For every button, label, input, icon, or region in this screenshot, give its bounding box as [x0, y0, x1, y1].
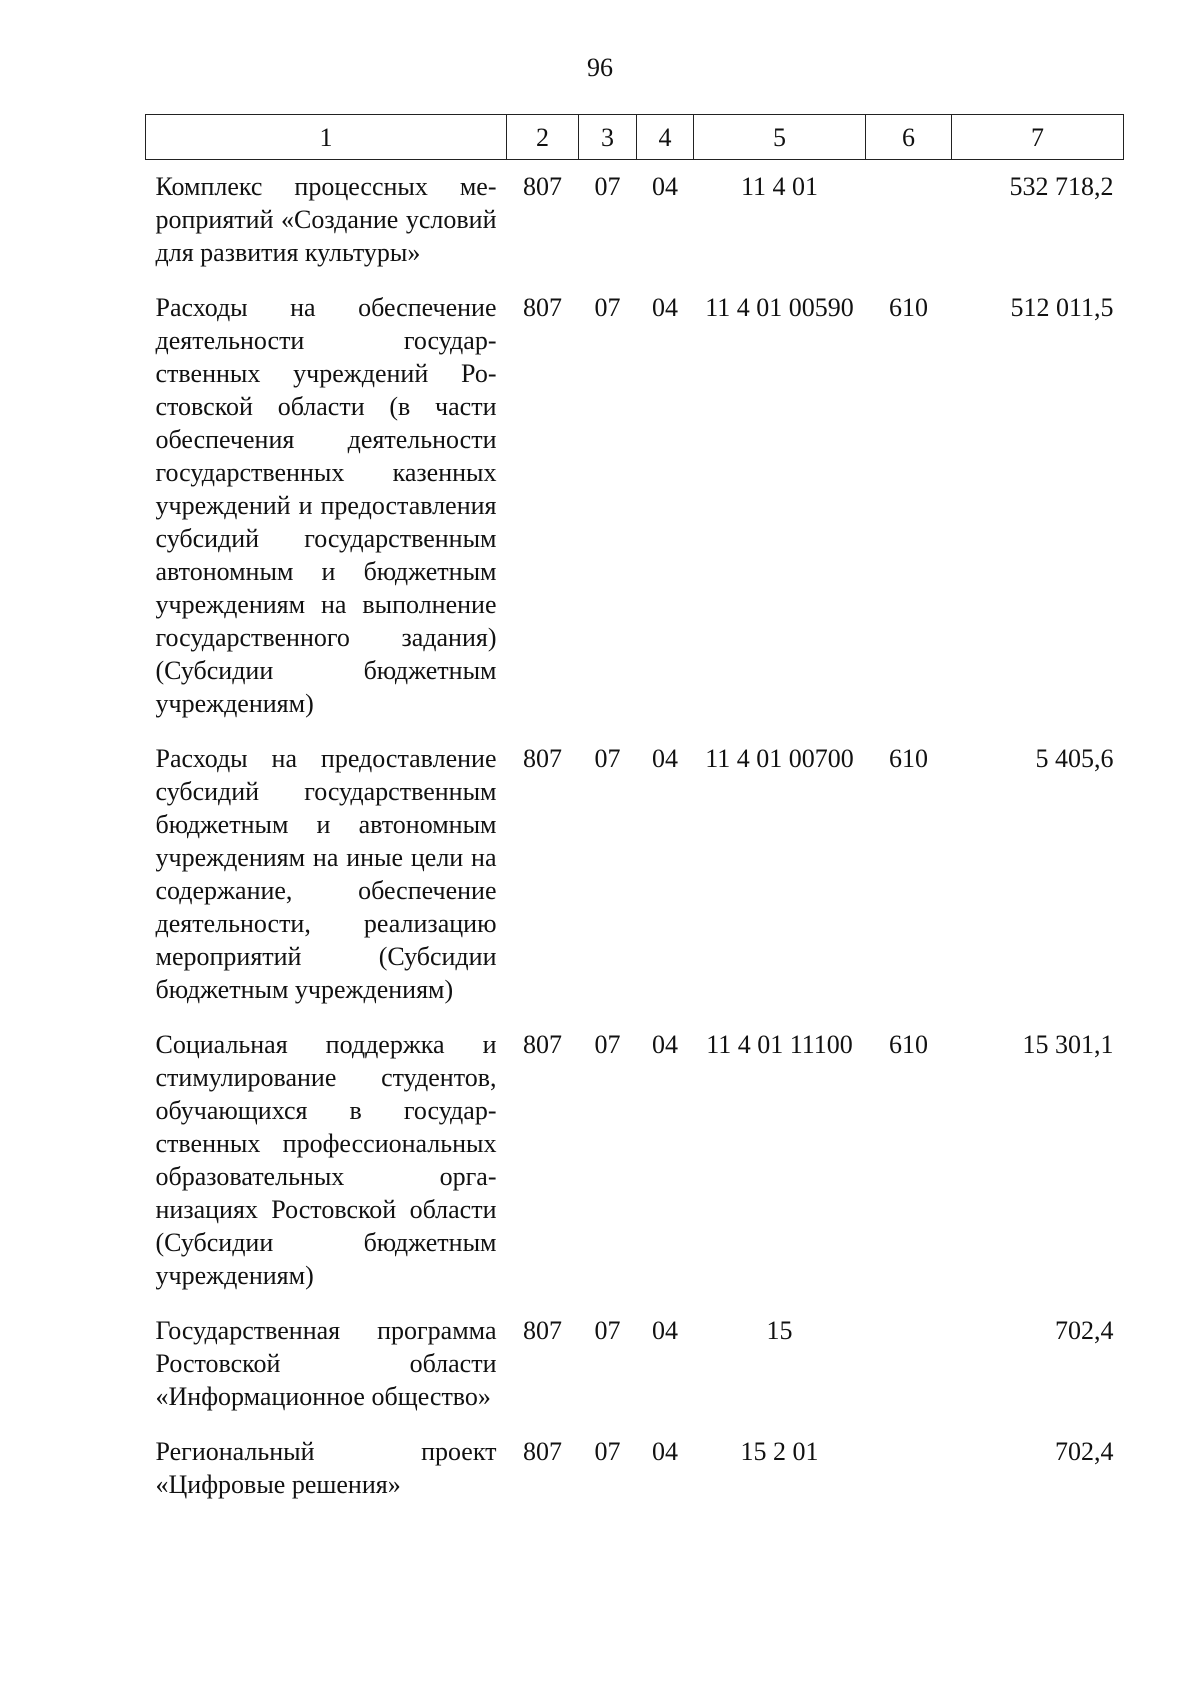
row-name: Государственная программа Ростовской области «Информационное общество» — [155, 1316, 497, 1411]
column-header-6: 6 — [866, 115, 952, 160]
row-col7: 15 301,1 — [1022, 1030, 1114, 1059]
row-col5: 11 4 01 — [740, 172, 819, 201]
row-col5: 11 4 01 00590 — [705, 293, 854, 322]
row-col2: 807 — [523, 172, 562, 201]
row-col4: 04 — [652, 1316, 678, 1345]
row-col2: 807 — [523, 744, 562, 773]
row-col4: 04 — [652, 293, 678, 322]
row-col5: 11 4 01 11100 — [706, 1030, 853, 1059]
row-name: Комплекс процессных мероприятий «Создание условий для развития культуры» — [155, 172, 497, 267]
row-col3: 07 — [594, 293, 621, 322]
table-row — [146, 1018, 1124, 1304]
column-header-4: 4 — [637, 115, 694, 160]
row-col2: 807 — [523, 1030, 562, 1059]
row-col6: 610 — [889, 1030, 928, 1059]
row-col2: 807 — [523, 293, 562, 322]
row-name: Расходы на обеспечение деятельности государственных учреждений Ростовской области (в части обеспечения деятельности государственных казенных учреждений и предоставления субсидий государственным автономным и бюджетным учреждениям на выполнение государственного задания) (Субсидии бюджетным учреждениям) — [155, 293, 497, 718]
header-row — [146, 115, 1124, 160]
row-col7: 702,4 — [1055, 1437, 1114, 1466]
column-header-7: 7 — [952, 115, 1124, 160]
row-col7: 5 405,6 — [1035, 744, 1114, 773]
table-row — [146, 732, 1124, 1018]
column-header-2: 2 — [507, 115, 579, 160]
row-col2: 807 — [523, 1316, 562, 1345]
column-header-3: 3 — [579, 115, 637, 160]
row-col3: 07 — [594, 1316, 621, 1345]
budget-table — [145, 114, 1124, 1513]
table-row — [146, 281, 1124, 732]
row-col4: 04 — [652, 1437, 678, 1466]
row-name: Социальная поддержка и стимулирование студентов, обучающихся в государственных профессиональных образовательных организациях Ростовской области (Субсидии бюджетным учреждениям) — [155, 1030, 497, 1290]
row-col6 — [866, 1425, 952, 1513]
row-col7: 512 011,5 — [1010, 293, 1114, 322]
table-row — [146, 1425, 1124, 1513]
row-col3: 07 — [594, 172, 621, 201]
page-number: 96 — [587, 53, 613, 82]
row-name: Региональный проект «Цифровые решения» — [155, 1437, 497, 1499]
row-name: Расходы на предоставление субсидий государственным бюджетным и автономным учреждениям на иные цели на содержание, обеспечение деятельности, реализацию мероприятий (Субсидии бюджетным учреждениям) — [155, 744, 497, 1004]
row-col4: 04 — [652, 744, 678, 773]
row-col3: 07 — [594, 744, 621, 773]
row-col6: 610 — [889, 293, 928, 322]
row-col5: 11 4 01 00700 — [705, 744, 854, 773]
row-col4: 04 — [652, 172, 678, 201]
row-col6 — [866, 1304, 952, 1425]
row-col6 — [866, 160, 952, 282]
row-col4: 04 — [652, 1030, 678, 1059]
row-col5: 15 — [766, 1316, 793, 1345]
table-row — [146, 1304, 1124, 1425]
row-col7: 532 718,2 — [1009, 172, 1114, 201]
table-row — [146, 160, 1124, 282]
row-col3: 07 — [594, 1437, 621, 1466]
row-col6: 610 — [889, 744, 928, 773]
row-col2: 807 — [523, 1437, 562, 1466]
column-header-1: 1 — [146, 115, 507, 160]
row-col7: 702,4 — [1055, 1316, 1114, 1345]
column-header-5: 5 — [694, 115, 866, 160]
row-col3: 07 — [594, 1030, 621, 1059]
row-col5: 15 2 01 — [740, 1437, 819, 1466]
